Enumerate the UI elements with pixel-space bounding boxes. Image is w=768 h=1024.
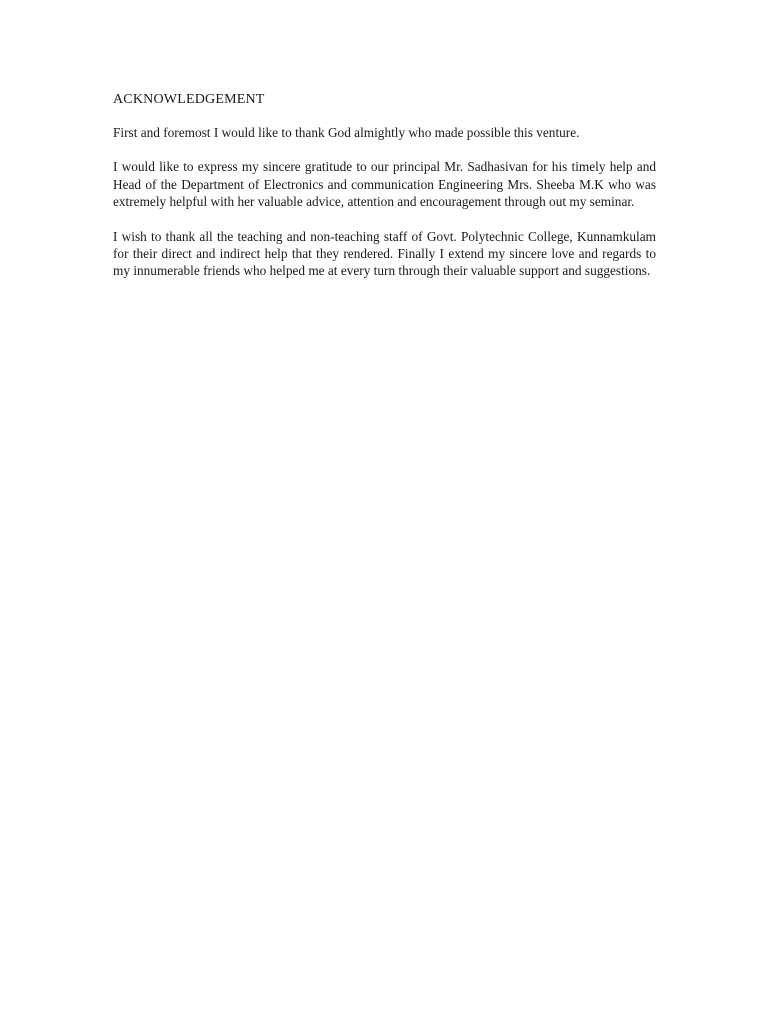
page-title: ACKNOWLEDGEMENT: [113, 92, 265, 107]
paragraph-thanks-principal: I would like to express my sincere gratitude to our principal Mr. Sadhasivan for his timely help and Head of the Department of Electronics and communication Engineering Mrs. Sheeba M.K who was extremely helpful with her valuable advice, attention and encouragement through out my seminar.: [113, 159, 656, 210]
document-page: [113, 88, 656, 297]
paragraph-thanks-god: First and foremost I would like to thank God almightly who made possible this venture.: [113, 125, 580, 140]
paragraph-thanks-staff-friends: I wish to thank all the teaching and non-teaching staff of Govt. Polytechnic College, Kunnamkulam for their direct and indirect help that they rendered. Finally I extend my sincere love and regards to my innumerable friends who helped me at every turn through their valuable support and suggestions.: [113, 228, 656, 279]
